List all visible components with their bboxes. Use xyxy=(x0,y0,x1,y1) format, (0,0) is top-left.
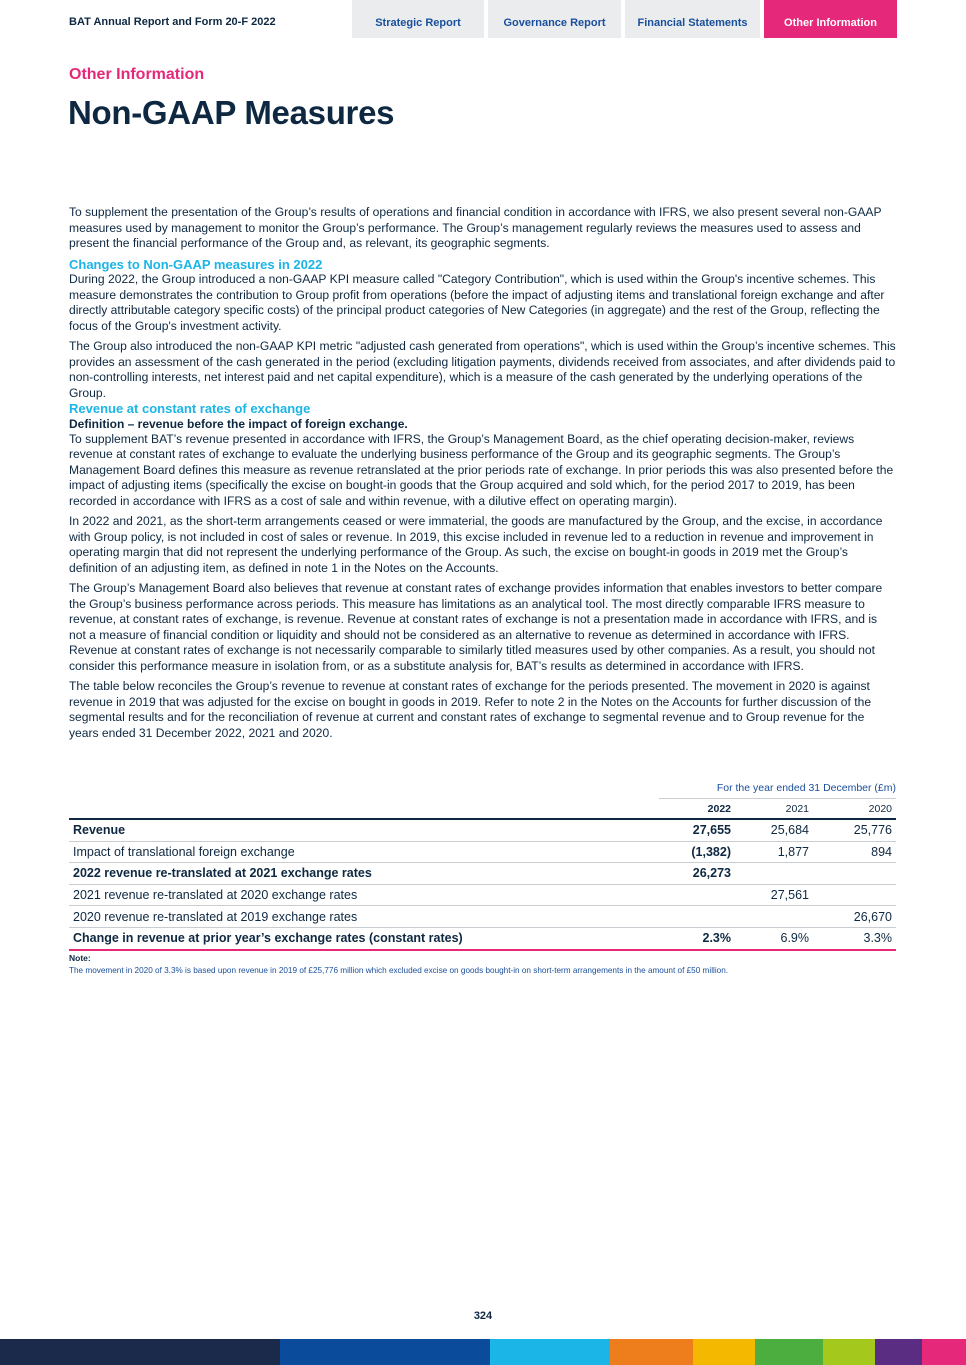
constant-rates-heading: Revenue at constant rates of exchange xyxy=(69,401,311,416)
cell-2020: 25,776 xyxy=(853,823,892,838)
column-header-2021: 2021 xyxy=(785,803,809,815)
footer-segment xyxy=(922,1339,966,1365)
constant-rates-paragraph-4: The table below reconciles the Group’s revenue to revenue at constant rates of exchange for the periods presented. The movement in 2020 is against revenue in 2019 that was adjusted for the excise on bought in goods in 2019. Refer to note 2 in the Notes on the Accounts for further discussion of the segmental results and for the reconciliation of revenue at current and constant rates of exchange to segmental revenue and to Group revenue for the years ended 31 December 2022, 2021 and 2020. xyxy=(69,679,872,740)
tab-strategic-report[interactable]: Strategic Report xyxy=(352,0,484,38)
row-label: Revenue xyxy=(73,823,126,838)
section-label: Other Information xyxy=(69,66,205,83)
cell-2020: 894 xyxy=(871,844,892,859)
footer-segment xyxy=(875,1339,922,1365)
cell-2020: 26,670 xyxy=(853,909,892,924)
report-title: BAT Annual Report and Form 20-F 2022 xyxy=(69,16,276,28)
row-label: Impact of translational foreign exchange xyxy=(73,844,295,859)
table-row xyxy=(69,841,896,863)
footer-segment xyxy=(490,1339,610,1365)
body-content xyxy=(69,205,897,746)
cell-2020 xyxy=(813,863,896,885)
row-label: 2021 revenue re-translated at 2020 exchange rates xyxy=(73,888,358,903)
cell-2020: 3.3% xyxy=(813,927,896,949)
constant-rates-paragraph-3: The Group’s Management Board also believes that revenue at constant rates of exchange provides information that enables investors to better compare the Group’s business performance across periods. This measure has limitations as an analytical tool. The most directly comparable IFRS measure to revenue, at constant rates of exchange, is revenue. Revenue at constant rates of exchange is not a presentation made in accordance with IFRS, and is not a measure of financial condition or liquidity and should not be considered as an alternative to revenue as determined in accordance with IFRS. Revenue at constant rates of exchange is not necessarily comparable to similarly titled measures used by other companies. As a result, you should not consider this performance measure in isolation from, or as a substitute analysis for, BAT’s results as determined in accordance with IFRS. xyxy=(69,581,883,673)
cell-2022: 27,655 xyxy=(692,823,731,838)
table-row xyxy=(69,906,896,928)
table-row xyxy=(69,927,896,949)
tab-financial-statements[interactable]: Financial Statements xyxy=(625,0,760,38)
note-text: The movement in 2020 of 3.3% is based upon revenue in 2019 of £25,776 million which excluded excise on goods bought-in on short-term arrangements in the amount of £50 million. xyxy=(69,966,729,975)
tab-governance-report[interactable]: Governance Report xyxy=(488,0,621,38)
column-header-2022: 2022 xyxy=(707,803,731,815)
cell-2021 xyxy=(735,863,813,885)
page-number: 324 xyxy=(473,1310,493,1322)
cell-2022 xyxy=(657,906,735,928)
cell-2021: 27,561 xyxy=(770,888,809,903)
footer-segment xyxy=(693,1339,755,1365)
footer-color-bar xyxy=(0,1339,966,1365)
column-header-2020: 2020 xyxy=(868,803,892,815)
page-title: Non-GAAP Measures xyxy=(68,94,395,131)
section-tabs xyxy=(352,0,897,38)
row-label: 2022 revenue re-translated at 2021 exchange rates xyxy=(73,866,372,881)
cell-2021: 1,877 xyxy=(777,844,809,859)
cell-2022: 26,273 xyxy=(692,866,731,881)
tab-other-information[interactable]: Other Information xyxy=(764,0,897,38)
footer-segment xyxy=(0,1339,280,1365)
cell-2021 xyxy=(735,906,813,928)
intro-paragraph: To supplement the presentation of the Group’s results of operations and financial condition in accordance with IFRS, we also present several non-GAAP measures used by management to monitor the Group’s performance. The Group’s management regularly reviews the measures used to assess and present the financial performance of the Group and, as relevant, its geographic segments. xyxy=(69,205,882,250)
cell-2022 xyxy=(657,884,735,906)
table-row xyxy=(69,863,896,885)
cell-2022: 2.3% xyxy=(657,927,735,949)
row-label: 2020 revenue re-translated at 2019 exchange rates xyxy=(73,909,358,924)
cell-2022: (1,382) xyxy=(691,844,731,859)
footer-segment xyxy=(610,1339,693,1365)
footer-segment xyxy=(755,1339,823,1365)
row-label: Change in revenue at prior year’s exchange rates (constant rates) xyxy=(69,927,657,949)
constant-rates-paragraph-1: To supplement BAT’s revenue presented in accordance with IFRS, the Group’s Management Board, as the chief operating decision-maker, reviews revenue at constant rates of exchange to evaluate the underlying business performance of the Group and its geographic segments. The Group’s Management Board defines this measure as revenue retranslated at the prior periods rate of exchange. In prior periods this was also presented before the impact of adjusting items (specifically the excise on bought-in goods that the Group acquired and sold which, for the period 2017 to 2019, has been recorded in accordance with IFRS as a cost of sale and within revenue, with a dilutive effect on operating margin). xyxy=(69,431,894,508)
cell-2020 xyxy=(813,884,896,906)
changes-paragraph-2: The Group also introduced the non-GAAP KPI metric "adjusted cash generated from operations", which is used within the Group’s incentive schemes. This provides an assessment of the cash generated in the period (excluding litigation payments, dividends received from associates, and after dividends paid to non-controlling interests, net interest paid and net capital expenditure), which is a measure of the cash generated by the underlying operations of the Group. xyxy=(69,339,896,400)
table-row xyxy=(69,819,896,841)
note-label: Note: xyxy=(69,953,91,963)
footer-segment xyxy=(280,1339,490,1365)
reconciliation-table xyxy=(69,782,896,951)
table-row xyxy=(69,884,896,906)
constant-rates-paragraph-2: In 2022 and 2021, as the short-term arrangements ceased or were immaterial, the goods are manufactured by the Group, and the excise, in accordance with Group policy, is not included in cost of sales or revenue. In 2019, this excise included in revenue led to a reduction in revenue and improvement in operating margin that did not represent the underlying performance of the Group. As such, the excise on bought-in goods in 2019 met the Group’s definition of an adjusting item, as defined in note 1 in the Notes on the Accounts. xyxy=(69,514,883,575)
cell-2021: 25,684 xyxy=(770,823,809,838)
definition-text: Definition – revenue before the impact of foreign exchange. xyxy=(69,416,408,431)
changes-heading: Changes to Non-GAAP measures in 2022 xyxy=(69,256,323,272)
footer-segment xyxy=(823,1339,875,1365)
changes-paragraph-1: During 2022, the Group introduced a non-GAAP KPI measure called "Category Contribution", which is used within the Group's incentive schemes. This measure demonstrates the contribution to Group profit from operations (before the impact of adjusting items and translational foreign exchange and after directly attributable category specific costs) of the principal product categories of New Categories (in aggregate) and the rest of the Group, reflecting the focus of the Group's investment activity. xyxy=(69,272,885,333)
cell-2021: 6.9% xyxy=(735,927,813,949)
table-caption: For the year ended 31 December (£m) xyxy=(659,782,896,799)
